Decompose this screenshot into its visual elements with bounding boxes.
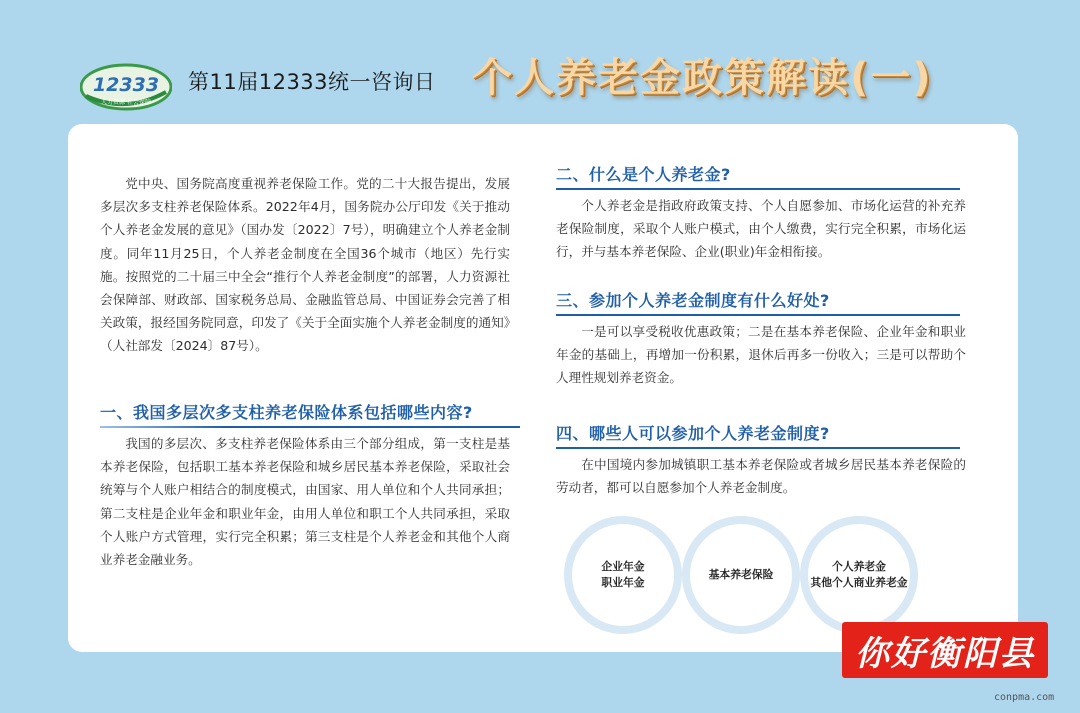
pillar-circle-2	[564, 516, 682, 634]
pillar-circle-3	[800, 516, 918, 634]
logo-icon	[80, 62, 172, 112]
section-2-text: 个人养老金是指政府政策支持、个人自愿参加、市场化运营的补充养老保险制度，采取个人账户模式，由个人缴费，实行完全积累，市场化运行，并与基本养老保险、企业(职业)年金相衔接。	[556, 198, 966, 260]
logo-number: 12333	[92, 74, 160, 96]
section-4-text: 在中国境内参加城镇职工基本养老保险或者城乡居民基本养老保险的劳动者，都可以自愿参加个人养老金制度。	[556, 457, 966, 496]
pillar-circle-1	[682, 516, 800, 634]
event-title: 第11届12333统一咨询日	[188, 70, 436, 94]
section-4-heading: 四、哪些人可以参加个人养老金制度?	[556, 424, 830, 443]
section-1-rule	[100, 426, 520, 428]
pillar-label-1: 基本养老保险	[708, 568, 774, 581]
page-title: 个人养老金政策解读(一)	[472, 55, 933, 101]
section-3-text: 一是可以享受税收优惠政策；二是在基本养老保险、企业年金和职业年金的基础上，再增加一份积累，退休后再多一份收入；三是可以帮助个人理性规划养老资金。	[556, 324, 966, 386]
section-4-body-wrap	[556, 453, 966, 499]
section-1-text: 我国的多层次、多支柱养老保险体系由三个部分组成，第一支柱是基本养老保险，包括职工基本养老保险和城乡居民基本养老保险，采取社会统筹与个人账户相结合的制度模式，由国家、用人单位和个人共同承担；第二支柱是企业年金和职业年金，由用人单位和职工个人共同承担，采取个人账户方式管理，实行完全积累；第三支柱是个人养老金和其他个人商业养老金融业务。	[100, 436, 510, 568]
watermark: conpma.com	[994, 692, 1055, 703]
intro-paragraph: 党中央、国务院高度重视养老保险工作。党的二十大报告提出，发展多层次多支柱养老保险体系。2022年4月，国务院办公厅印发《关于推动个人养老金发展的意见》（国办发〔2022〕7号），明确建立个人养老金制度。同年11月25日，个人养老金制度在全国36个城市（地区）先行实施。按照党的二十届三中全会“推行个人养老金制度”的部署，人力资源社会保障部、财政部、国家税务总局、金融监管总局、中国证券会完善了相关政策，报经国务院同意，印发了《关于全面实施个人养老金制度的通知》（人社部发〔2024〕87号）。	[100, 176, 510, 354]
section-3-body-wrap	[556, 320, 966, 390]
logo-tagline: 人力资源 社会保障	[101, 99, 151, 106]
section-2	[556, 162, 960, 190]
section-2-body-wrap	[556, 194, 966, 264]
section-1-body-wrap	[100, 432, 510, 571]
left-column	[100, 172, 510, 358]
pillar-label-2: 企业年金 职业年金	[601, 560, 645, 589]
section-4	[556, 421, 960, 449]
stamp-text: 你好衡阳县	[855, 633, 1035, 674]
brand-stamp	[842, 622, 1048, 678]
section-1	[100, 400, 520, 428]
section-1-heading: 一、我国多层次多支柱养老保险体系包括哪些内容?	[100, 403, 473, 422]
pillar-label-3: 个人养老金 其他个人商业养老金	[810, 560, 908, 589]
section-3	[556, 288, 960, 316]
section-2-rule	[556, 188, 960, 190]
section-3-heading: 三、参加个人养老金制度有什么好处?	[556, 291, 830, 310]
logo-12333	[80, 62, 172, 112]
section-2-heading: 二、什么是个人养老金?	[556, 165, 731, 184]
section-3-rule	[556, 314, 960, 316]
pillars-diagram	[560, 508, 960, 638]
section-4-rule	[556, 447, 960, 449]
